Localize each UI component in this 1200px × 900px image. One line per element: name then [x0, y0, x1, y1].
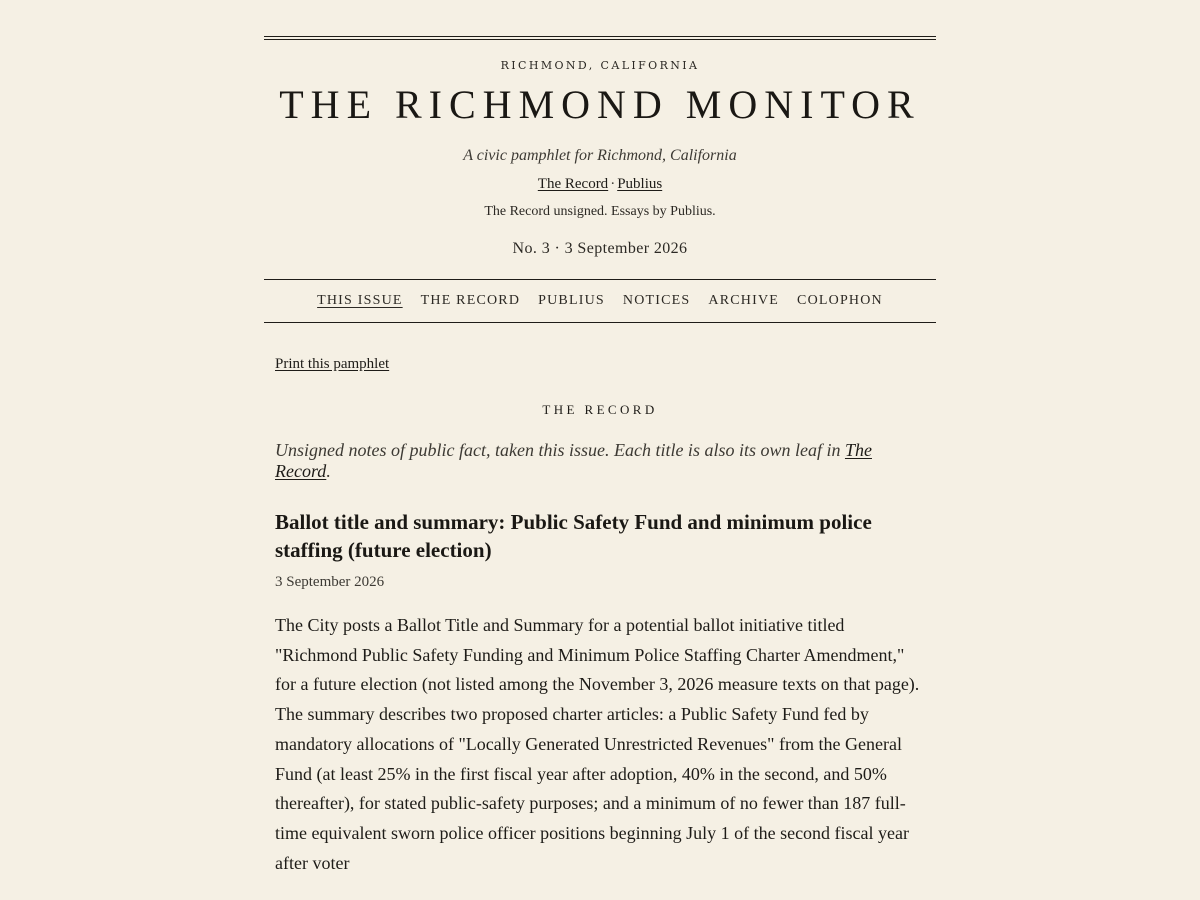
entry-date: 3 September 2026 [275, 574, 385, 590]
section-intro [275, 440, 925, 482]
nav-item-notices[interactable]: NOTICES [622, 293, 691, 308]
print-link-wrapper [275, 356, 925, 373]
entry-body: The City posts a Ballot Title and Summary for a potential ballot initiative titled "Richmond Public Safety Funding and Minimum Police Staffing Charter Amendment," for a future election (not listed among the November 3, 2026 measure texts on that page). The summary describes two proposed charter articles: a Public Safety Fund fed by mandatory allocations of "Locally Generated Unrestricted Revenues" from the General Fund (at least 25% in the first fiscal year after adoption, 40% in the second, and 50% thereafter), for stated public-safety purposes; and a minimum of no fewer than 187 full-time equivalent sworn police officer positions beginning July 1 of the second fiscal year after voter [275, 615, 920, 873]
masthead-links [264, 176, 936, 193]
masthead-double-rule [264, 36, 936, 40]
masthead-link-the-record[interactable]: The Record [537, 176, 609, 192]
dateline: RICHMOND, CALIFORNIA [500, 59, 700, 72]
nav-item-publius[interactable]: PUBLIUS [538, 293, 605, 308]
publication-title: THE RICHMOND MONITOR [279, 82, 921, 127]
tagline: A civic pamphlet for Richmond, California [463, 147, 737, 164]
pamphlet-page [264, 0, 936, 878]
masthead [264, 59, 936, 258]
nav-item-archive[interactable]: ARCHIVE [708, 293, 780, 308]
issue-number-date: No. 3 · 3 September 2026 [512, 240, 688, 257]
nav-item-colophon[interactable]: COLOPHON [797, 293, 883, 308]
intro-text: Unsigned notes of public fact, taken this issue. Each title is also its own leaf in [275, 440, 845, 460]
nav-item-the-record[interactable]: THE RECORD [420, 293, 521, 308]
nav-item-this-issue[interactable]: THIS ISSUE [317, 293, 403, 308]
print-pamphlet-link[interactable]: Print this pamphlet [275, 356, 390, 372]
byline: The Record unsigned. Essays by Publius. [484, 204, 716, 219]
section-nav [264, 279, 936, 323]
main-content [264, 356, 936, 878]
link-separator: · [610, 176, 616, 192]
intro-end: . [326, 461, 331, 481]
entry-title[interactable]: Ballot title and summary: Public Safety Fund and minimum police staffing (future election) [275, 510, 872, 562]
section-heading-the-record: THE RECORD [542, 402, 658, 417]
masthead-link-publius[interactable]: Publius [617, 176, 663, 192]
record-entry [275, 508, 925, 878]
intro-link-the-record[interactable]: The Record [275, 440, 872, 481]
